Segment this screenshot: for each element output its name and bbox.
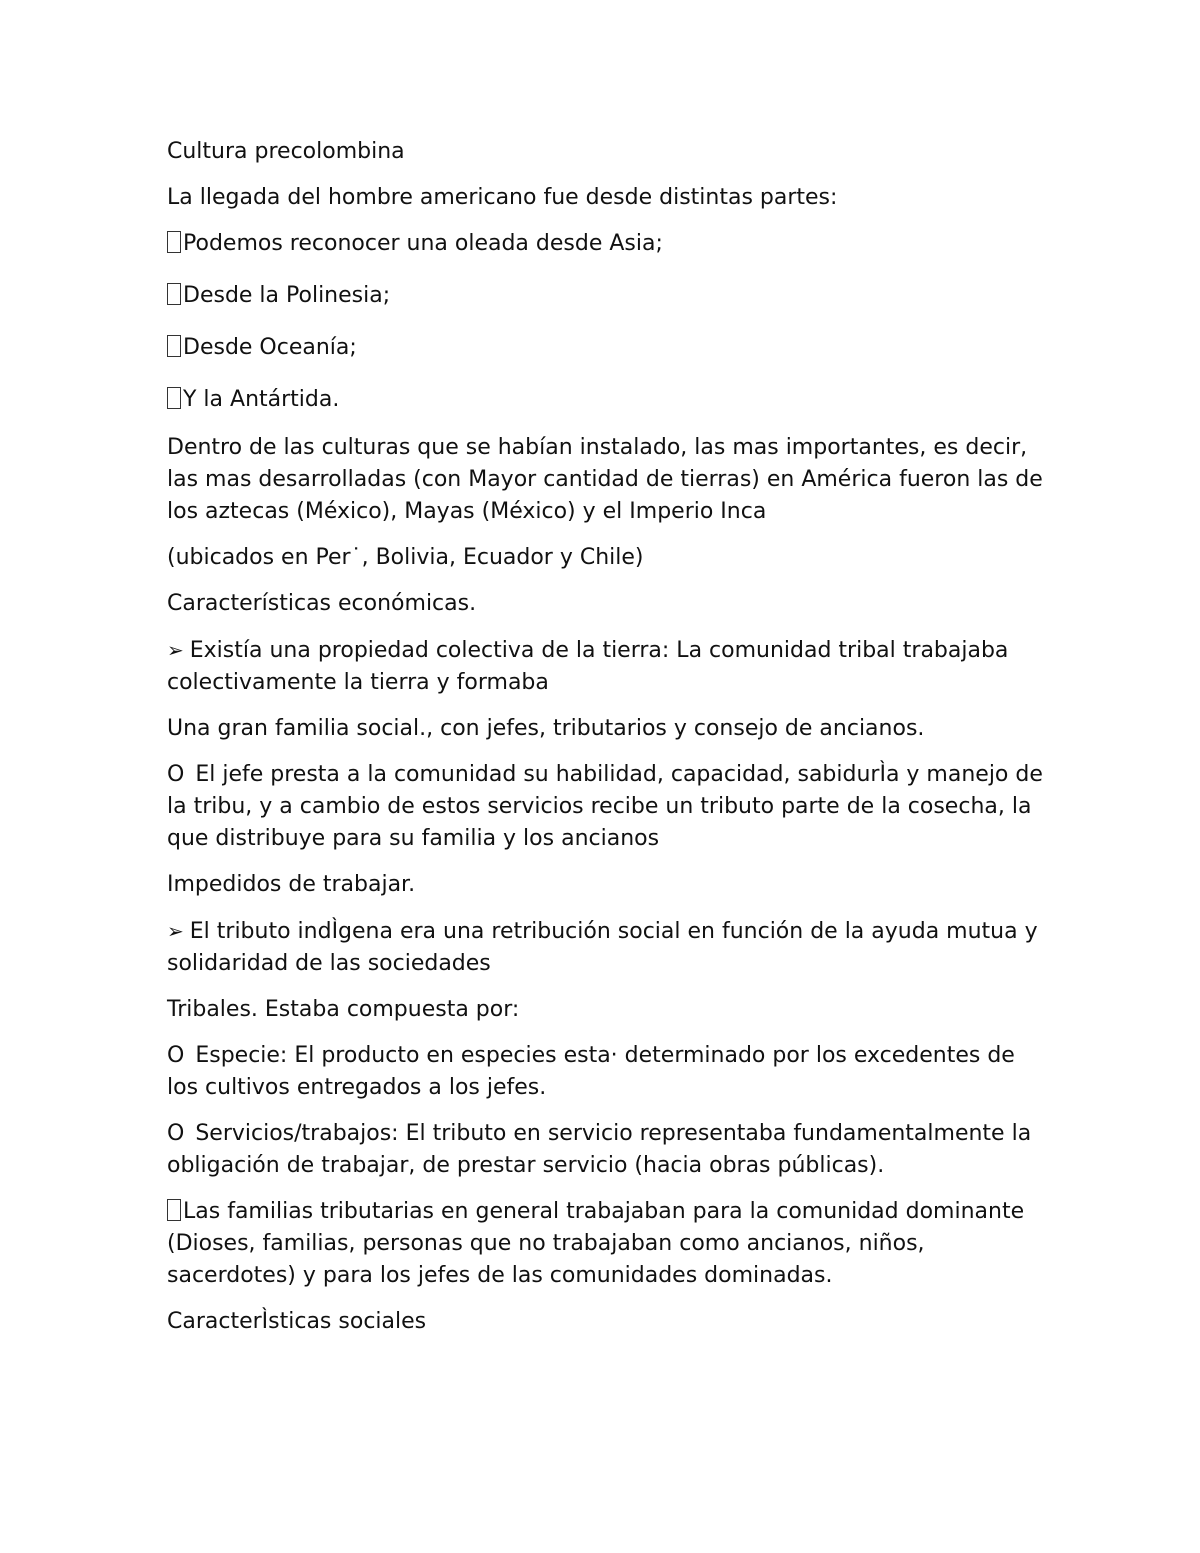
list-marker: O [167, 1043, 185, 1068]
missing-glyph-icon [167, 335, 181, 357]
cultures-location: (ubicados en Per˙, Bolivia, Ecuador y Chile) [167, 545, 644, 570]
economic-bullet-1-continuation: Una gran familia social., con jefes, tributarios y consejo de ancianos. [167, 716, 925, 741]
origin-item-text: Podemos reconocer una oleada desde Asia; [183, 231, 663, 256]
cultures-paragraph: Dentro de las culturas que se habían instalado, las mas importantes, es decir, las mas desarrolladas (con Mayor cantidad de tierras) en América fueron las de los aztecas (México), Mayas (México) y el Imperio Inca [167, 435, 1043, 524]
bullet-text: Existía una propiedad colectiva de la tierra: La comunidad tribal trabajaba colectivamente la tierra y formaba [167, 638, 1009, 695]
economic-bullet-1 [167, 634, 1047, 699]
families-paragraph [167, 1196, 1047, 1292]
families-paragraph-text: Las familias tributarias en general trabajaban para la comunidad dominante (Dioses, familias, personas que no trabajaban como ancianos, niños, sacerdotes) y para los jefes de las comunidades dominadas. [167, 1199, 1025, 1288]
economic-bullet-2-continuation: Tribales. Estaba compuesta por: [167, 997, 520, 1022]
species-paragraph-text: Especie: El producto en especies esta· determinado por los excedentes de los cultivos entregados a los jefes. [167, 1043, 1015, 1100]
origin-item-oceania [167, 332, 1047, 364]
missing-glyph-icon [167, 283, 181, 305]
arrow-bullet-icon: ➢ [167, 638, 184, 662]
list-marker: O [167, 1121, 185, 1146]
origin-item-asia [167, 228, 1047, 260]
chief-paragraph-text: El jefe presta a la comunidad su habilidad, capacidad, sabidurÌa y manejo de la tribu, y a cambio de estos servicios recibe un tributo parte de la cosecha, la que distribuye para su familia y los ancianos [167, 762, 1043, 851]
missing-glyph-icon [167, 1199, 181, 1221]
origin-item-text: Desde Oceanía; [183, 335, 357, 360]
services-paragraph [167, 1118, 1047, 1182]
missing-glyph-icon [167, 387, 181, 409]
origin-item-antartida [167, 384, 1047, 416]
origin-item-text: Desde la Polinesia; [183, 283, 391, 308]
intro-paragraph: La llegada del hombre americano fue desde distintas partes: [167, 185, 838, 210]
social-heading: CaracterÌsticas sociales [167, 1309, 427, 1334]
services-paragraph-text: Servicios/trabajos: El tributo en servicio representaba fundamentalmente la obligación de trabajar, de prestar servicio (hacia obras públicas). [167, 1121, 1032, 1178]
economic-bullet-2 [167, 915, 1047, 980]
chief-paragraph [167, 759, 1047, 855]
list-marker: O [167, 762, 185, 787]
origin-item-text: Y la Antártida. [183, 387, 340, 412]
chief-paragraph-continuation: Impedidos de trabajar. [167, 872, 416, 897]
document-body [167, 136, 1047, 1352]
missing-glyph-icon [167, 231, 181, 253]
origin-item-polinesia [167, 280, 1047, 312]
species-paragraph [167, 1040, 1047, 1104]
economic-heading: Características económicas. [167, 591, 477, 616]
document-title: Cultura precolombina [167, 139, 405, 164]
arrow-bullet-icon: ➢ [167, 919, 184, 943]
bullet-text: El tributo indÌgena era una retribución social en función de la ayuda mutua y solidaridad de las sociedades [167, 919, 1038, 976]
